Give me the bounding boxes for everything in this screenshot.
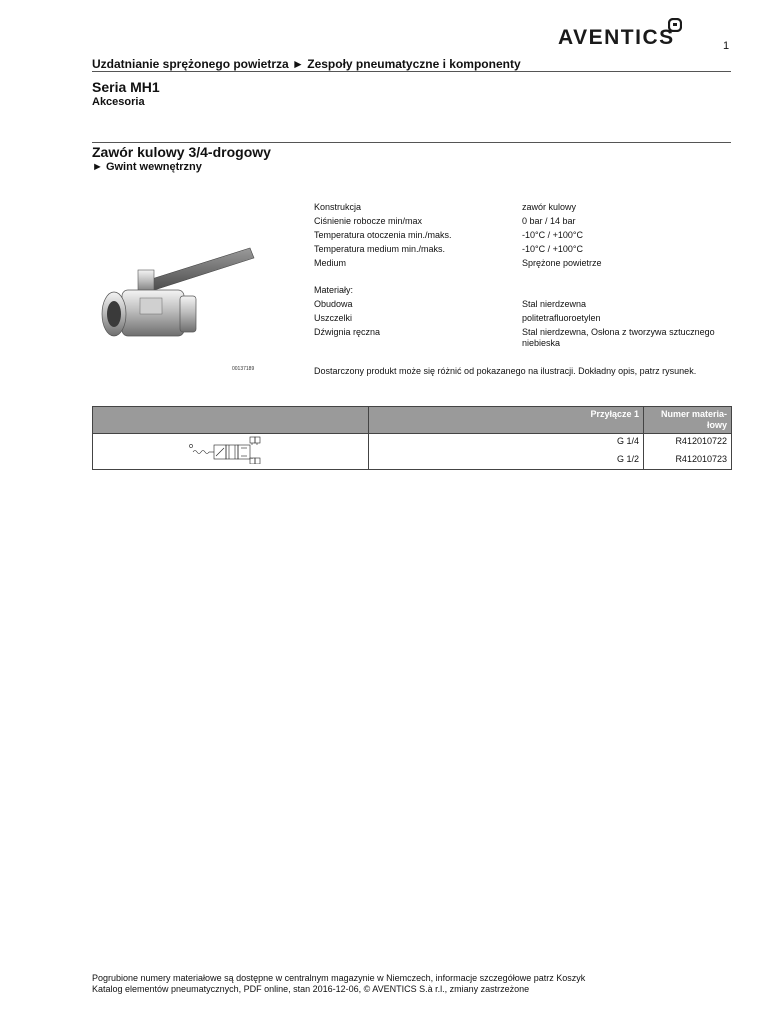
image-id: 00137189 — [232, 366, 255, 372]
spec-label: Konstrukcja — [314, 202, 362, 212]
column-header-port: Przyłącze 1 — [368, 407, 643, 434]
product-subtitle: ► Gwint wewnętrzny — [92, 161, 202, 173]
header-divider — [92, 71, 731, 72]
materials-heading: Materiały: — [314, 285, 354, 295]
product-note: Dostarczony produkt może się różnić od pokazanego na ilustracji. Dokładny opis, patrz rysunek. — [314, 366, 697, 376]
material-value: Stal nierdzewna — [522, 299, 587, 309]
material-number-cell: R412010722 — [644, 434, 732, 452]
brand-logo: AVENTICS — [558, 26, 675, 49]
material-label: Uszczelki — [314, 313, 353, 323]
material-value: Stal nierdzewna, Osłona z tworzywa sztucznego niebieska — [522, 327, 715, 348]
spec-value: -10°C / +100°C — [522, 230, 583, 240]
parts-table — [92, 406, 732, 470]
table-row — [93, 434, 732, 452]
spec-value: zawór kulowy — [522, 202, 577, 212]
spec-label: Temperatura otoczenia min./maks. — [314, 230, 452, 240]
material-value: politetrafluoroetylen — [522, 313, 601, 323]
spec-label: Temperatura medium min./maks. — [314, 244, 446, 254]
spec-value: -10°C / +100°C — [522, 244, 583, 254]
section-divider — [92, 142, 731, 143]
spec-value: Sprężone powietrze — [522, 258, 602, 268]
port-cell: G 1/4 — [368, 434, 643, 452]
port-cell: G 1/2 — [368, 452, 643, 470]
material-label: Obudowa — [314, 299, 353, 309]
footer-line-1: Pogrubione numery materiałowe są dostępne w centralnym magazynie w Niemczech, informacje szczegółowe patrz Koszyk — [92, 973, 586, 983]
page-number: 1 — [723, 40, 730, 52]
series-title: Seria MH1 — [92, 79, 160, 95]
series-subtitle: Akcesoria — [92, 96, 145, 108]
footer-line-2: Katalog elementów pneumatycznych, PDF online, stan 2016-12-06, © AVENTICS S.à r.l., zmiany zastrzeżone — [92, 984, 530, 994]
brand-mark-icon — [668, 18, 682, 32]
symbol-cell — [93, 434, 369, 470]
valve-symbol-icon — [188, 436, 272, 464]
spec-label: Medium — [314, 258, 347, 268]
material-label: Dźwignia ręczna — [314, 327, 381, 337]
ball-valve-image — [100, 238, 260, 358]
column-header-material-number: Numer materia-łowy — [644, 407, 732, 434]
footer — [92, 973, 585, 995]
breadcrumb: Uzdatnianie sprężonego powietrza ► Zespoły pneumatyczne i komponenty — [92, 57, 521, 71]
product-title: Zawór kulowy 3/4-drogowy — [92, 144, 271, 160]
material-number-cell: R412010723 — [644, 452, 732, 470]
spec-value: 0 bar / 14 bar — [522, 216, 576, 226]
column-header-symbol — [93, 407, 369, 434]
spec-label: Ciśnienie robocze min/max — [314, 216, 423, 226]
